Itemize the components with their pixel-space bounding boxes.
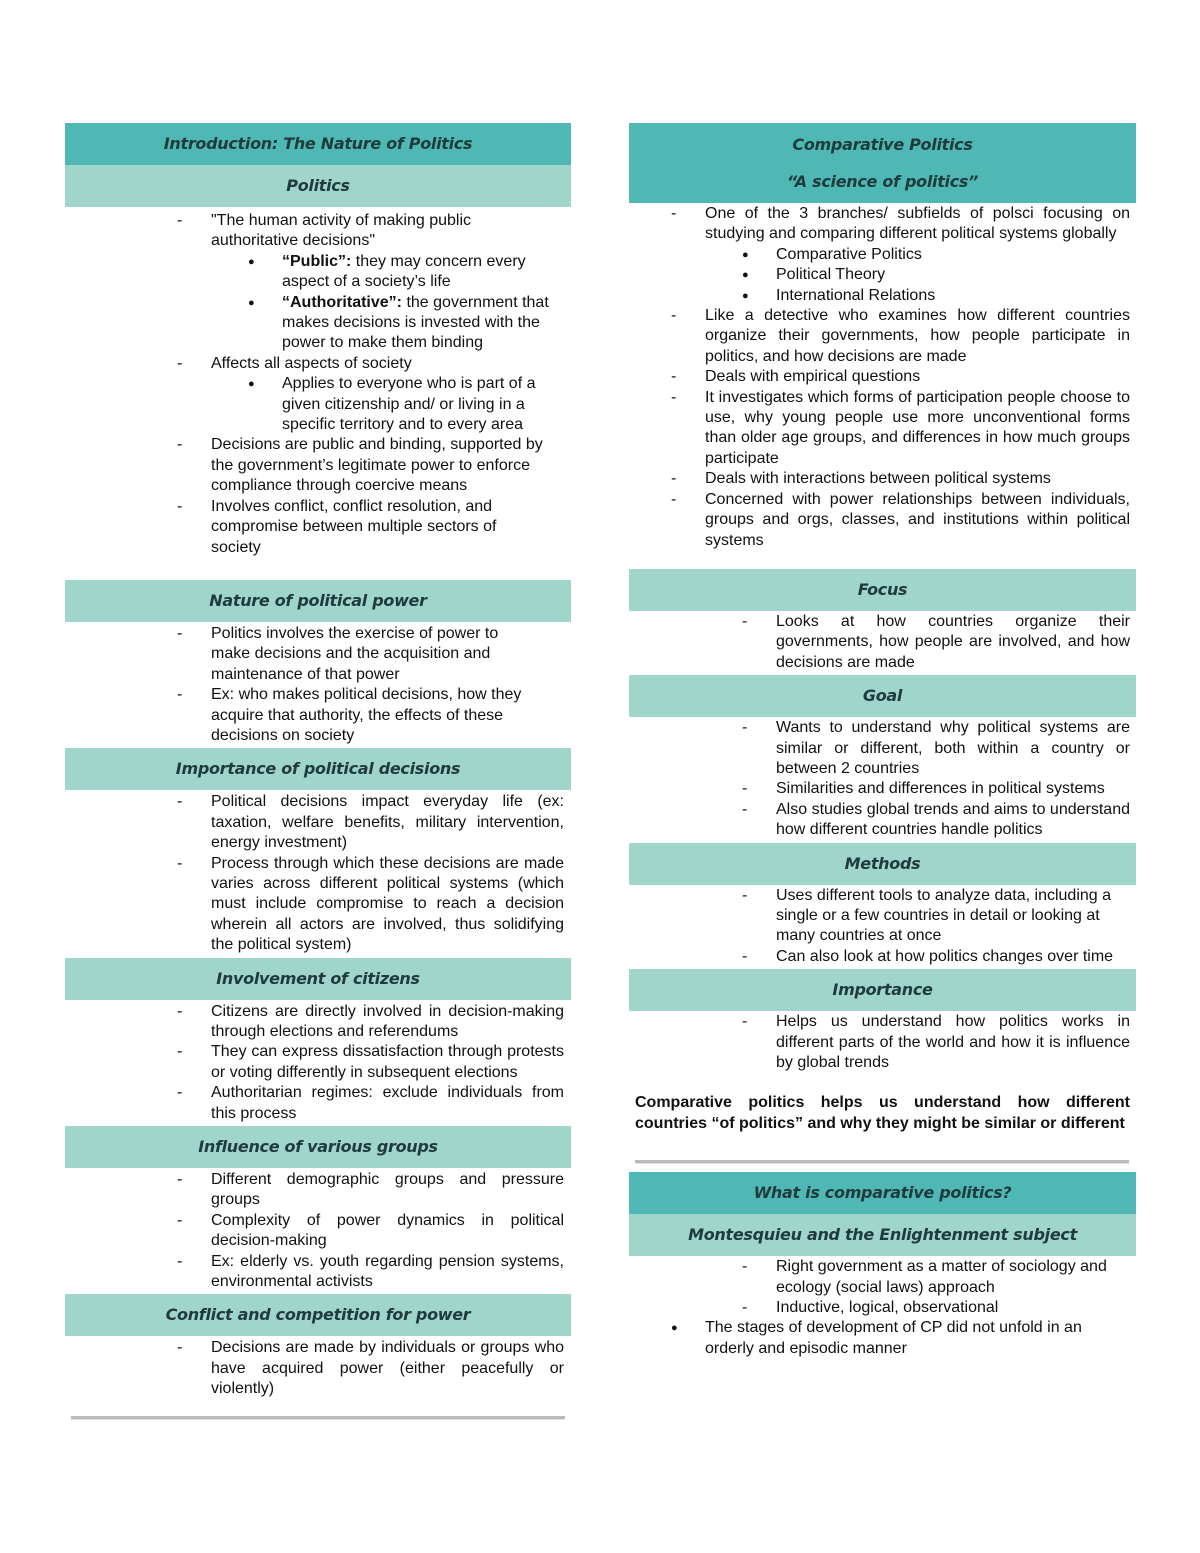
section-divider	[635, 1160, 1129, 1164]
methods-heading: Methods	[629, 843, 1136, 885]
list-item: - Concerned with power relationships between individuals, groups and orgs, classes, and institutions within political systems	[671, 490, 1130, 549]
list-item: - One of the 3 branches/ subfields of polsci focusing on studying and comparing different political systems globally	[671, 205, 1130, 243]
citizens-section	[65, 1000, 571, 1124]
list-item: - Politics involves the exercise of power to make decisions and the acquisition and maintenance of that power	[177, 624, 499, 683]
cp-section	[629, 203, 1136, 551]
list-item: - Ex: who makes political decisions, how they acquire that authority, the effects of these decisions on society	[177, 686, 522, 744]
list-item: - "The human activity of making public authoritative decisions"	[177, 212, 472, 250]
list-item: - Deals with interactions between political systems	[671, 470, 1051, 488]
section-divider	[71, 1416, 565, 1420]
list-item: ● Applies to everyone who is part of a given citizenship and/ or living in a specific territory and to every area	[248, 375, 536, 434]
cp-heading	[629, 123, 1136, 203]
list-item: - Involves conflict, conflict resolution, and compromise between multiple sectors of society	[177, 497, 497, 556]
methods-section	[629, 885, 1136, 968]
list-item: - Helps us understand how politics works in different parts of the world and how it is influence by global trends	[742, 1013, 1130, 1071]
list-item: - Political decisions impact everyday life (ex: taxation, welfare benefits, military intervention, energy investment)	[177, 793, 564, 852]
list-item: ● “Authoritative”: the government that makes decisions is invested with the power to make them binding	[248, 293, 549, 352]
cp-subtitle: “A science of politics”	[786, 172, 979, 191]
conclusion-text: Comparative politics helps us understand how different countries “of politics” and why they might be similar or different	[635, 1094, 1130, 1132]
conflict-heading: Conflict and competition for power	[65, 1294, 571, 1336]
montesquieu-heading: Montesquieu and the Enlightenment subject	[629, 1214, 1136, 1256]
intro-heading: Introduction: The Nature of Politics	[65, 123, 571, 165]
importance-heading: Importance of political decisions	[65, 748, 571, 790]
politics-heading: Politics	[65, 165, 571, 207]
list-item: ● “Public”: they may concern every aspect of a society’s life	[248, 252, 526, 291]
importance-right-section	[629, 1011, 1136, 1073]
list-item: - Also studies global trends and aims to understand how different countries handle politics	[742, 800, 1130, 839]
conflict-section	[65, 1336, 571, 1399]
citizens-heading: Involvement of citizens	[65, 958, 571, 1000]
list-item: - Decisions are made by individuals or groups who have acquired power (either peacefully or violently)	[177, 1339, 564, 1398]
right-column	[629, 123, 1136, 1359]
list-item: - They can express dissatisfaction through protests or voting differently in subsequent elections	[177, 1043, 564, 1081]
list-item: - Right government as a matter of sociology and ecology (social laws) approach	[742, 1258, 1107, 1296]
cp-title: Comparative Politics	[792, 135, 973, 154]
list-item: - Uses different tools to analyze data, including a single or a few countries in detail or looking at many countries at once	[742, 886, 1112, 945]
list-item: ● Political Theory	[742, 266, 886, 284]
focus-section	[629, 611, 1136, 673]
what-heading: What is comparative politics?	[629, 1172, 1136, 1214]
importance-right-heading: Importance	[629, 969, 1136, 1011]
list-item: - Can also look at how politics changes over time	[742, 947, 1114, 965]
list-item: ● International Relations	[742, 286, 936, 304]
list-item: - Similarities and differences in political systems	[742, 780, 1105, 798]
list-item: - Ex: elderly vs. youth regarding pension systems, environmental activists	[177, 1252, 564, 1291]
left-column	[65, 123, 571, 1420]
list-item: ● Comparative Politics	[742, 245, 922, 263]
importance-section	[65, 790, 571, 955]
list-item: - Inductive, logical, observational	[742, 1299, 999, 1317]
list-item: - Complexity of power dynamics in political decision-making	[177, 1211, 564, 1250]
list-item: - Affects all aspects of society	[177, 354, 412, 372]
montesquieu-section	[629, 1256, 1136, 1359]
list-item: - Process through which these decisions are made varies across different political systems (which must include compromise to reach a decision wherein all actors are involved, thus solidifying the political system)	[177, 854, 564, 954]
politics-section	[65, 207, 571, 558]
focus-heading: Focus	[629, 569, 1136, 611]
list-item: - Different demographic groups and pressure groups	[177, 1171, 564, 1209]
list-item: - It investigates which forms of participation people choose to use, why young people use more unconventional forms than older age groups, and differences in how much groups participate	[671, 388, 1130, 467]
nature-section	[65, 622, 571, 746]
groups-section	[65, 1168, 571, 1292]
list-item: - Looks at how countries organize their governments, how people are involved, and how decisions are made	[742, 612, 1130, 671]
goal-section	[629, 717, 1136, 840]
list-item: - Like a detective who examines how different countries organize their governments, how people participate in politics, and how decisions are made	[671, 307, 1130, 365]
groups-heading: Influence of various groups	[65, 1126, 571, 1168]
nature-heading: Nature of political power	[65, 580, 571, 622]
list-item: ● The stages of development of CP did not unfold in an orderly and episodic manner	[671, 1319, 1082, 1357]
list-item: - Decisions are public and binding, supported by the government’s legitimate power to enforce compliance through coercive means	[177, 436, 543, 495]
list-item: - Citizens are directly involved in decision-making through elections and referendums	[177, 1002, 564, 1040]
list-item: - Wants to understand why political systems are similar or different, both within a country or between 2 countries	[742, 719, 1130, 777]
goal-heading: Goal	[629, 675, 1136, 717]
list-item: - Authoritarian regimes: exclude individuals from this process	[177, 1084, 564, 1122]
list-item: - Deals with empirical questions	[671, 368, 921, 386]
